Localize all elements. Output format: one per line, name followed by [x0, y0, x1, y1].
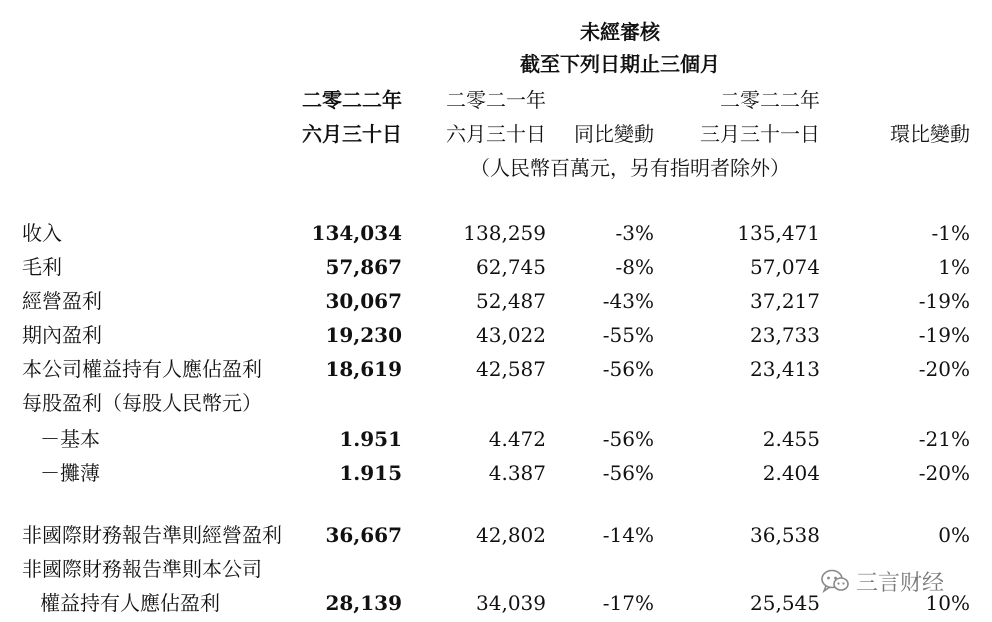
value-q2-2022: 28,139: [325, 591, 402, 615]
table-row: [0, 518, 992, 552]
value-yoy: -56%: [602, 357, 654, 381]
table-row: [0, 456, 992, 490]
value-qoq: 1%: [938, 255, 970, 279]
col2-header: 同比變動: [574, 122, 654, 146]
table-row: [0, 284, 992, 318]
value-q2-2022: 134,034: [311, 221, 402, 245]
value-yoy: -55%: [602, 323, 654, 347]
table-row: [0, 318, 992, 352]
col0-line1: 二零二二年: [302, 88, 402, 112]
row-label: 非國際財務報告準則本公司: [22, 557, 262, 581]
col1-line1: 二零二一年: [446, 88, 546, 112]
table-title: 未經審核: [580, 20, 660, 44]
col0-line2: 六月三十日: [302, 122, 402, 146]
value-q1-2022: 37,217: [750, 289, 820, 313]
unit-note: （人民幣百萬元，另有指明者除外）: [470, 156, 790, 180]
value-q2-2021: 52,487: [476, 289, 546, 313]
value-q2-2022: 1.951: [339, 427, 402, 451]
value-q2-2021: 42,587: [476, 357, 546, 381]
table-row: [0, 352, 992, 386]
table-row: [0, 250, 992, 284]
value-q2-2022: 30,067: [325, 289, 402, 313]
value-yoy: -56%: [602, 461, 654, 485]
table-row: [0, 386, 992, 420]
value-qoq: -21%: [918, 427, 970, 451]
value-q2-2021: 34,039: [476, 591, 546, 615]
value-qoq: -20%: [918, 461, 970, 485]
row-label: 經營盈利: [22, 289, 102, 313]
value-qoq: -20%: [918, 357, 970, 381]
row-label: －攤薄: [40, 461, 100, 485]
value-yoy: -43%: [602, 289, 654, 313]
col4-header: 環比變動: [890, 122, 970, 146]
row-label: 期內盈利: [22, 323, 102, 347]
value-q2-2021: 4.387: [488, 461, 546, 485]
value-q1-2022: 23,413: [750, 357, 820, 381]
value-q2-2021: 138,259: [463, 221, 546, 245]
value-q2-2022: 57,867: [325, 255, 402, 279]
row-label: 權益持有人應佔盈利: [40, 591, 220, 615]
value-q1-2022: 25,545: [750, 591, 820, 615]
row-label: －基本: [40, 427, 100, 451]
value-q1-2022: 23,733: [750, 323, 820, 347]
value-qoq: -19%: [918, 289, 970, 313]
value-qoq: -19%: [918, 323, 970, 347]
value-q1-2022: 57,074: [750, 255, 820, 279]
watermark-text: 三言财经: [856, 570, 945, 596]
col1-line2: 六月三十日: [446, 122, 546, 146]
value-q2-2022: 36,667: [325, 523, 402, 547]
value-q2-2022: 19,230: [325, 323, 402, 347]
value-q1-2022: 135,471: [737, 221, 820, 245]
value-q2-2022: 18,619: [325, 357, 402, 381]
value-yoy: -17%: [602, 591, 654, 615]
col3-line1: 二零二二年: [720, 88, 820, 112]
value-q2-2021: 4.472: [488, 427, 546, 451]
col3-line2: 三月三十一日: [700, 122, 820, 146]
value-q1-2022: 2.404: [762, 461, 820, 485]
value-yoy: -3%: [615, 221, 654, 245]
row-label: 非國際財務報告準則經營盈利: [22, 523, 282, 547]
value-qoq: 0%: [938, 523, 970, 547]
table-row: [0, 422, 992, 456]
value-q1-2022: 36,538: [750, 523, 820, 547]
table-subtitle: 截至下列日期止三個月: [520, 52, 720, 76]
value-yoy: -56%: [602, 427, 654, 451]
row-label: 毛利: [22, 255, 62, 279]
value-q1-2022: 2.455: [762, 427, 820, 451]
value-q2-2021: 43,022: [476, 323, 546, 347]
table-row: [0, 216, 992, 250]
value-q2-2022: 1.915: [339, 461, 402, 485]
value-yoy: -14%: [602, 523, 654, 547]
value-q2-2021: 62,745: [476, 255, 546, 279]
wechat-icon: [820, 568, 850, 594]
row-label: 本公司權益持有人應佔盈利: [22, 357, 262, 381]
value-qoq: 10%: [925, 591, 970, 615]
value-q2-2021: 42,802: [476, 523, 546, 547]
row-label: 每股盈利（每股人民幣元）: [22, 391, 262, 415]
value-qoq: -1%: [931, 221, 970, 245]
value-yoy: -8%: [615, 255, 654, 279]
watermark: [820, 566, 944, 596]
row-label: 收入: [22, 221, 62, 245]
